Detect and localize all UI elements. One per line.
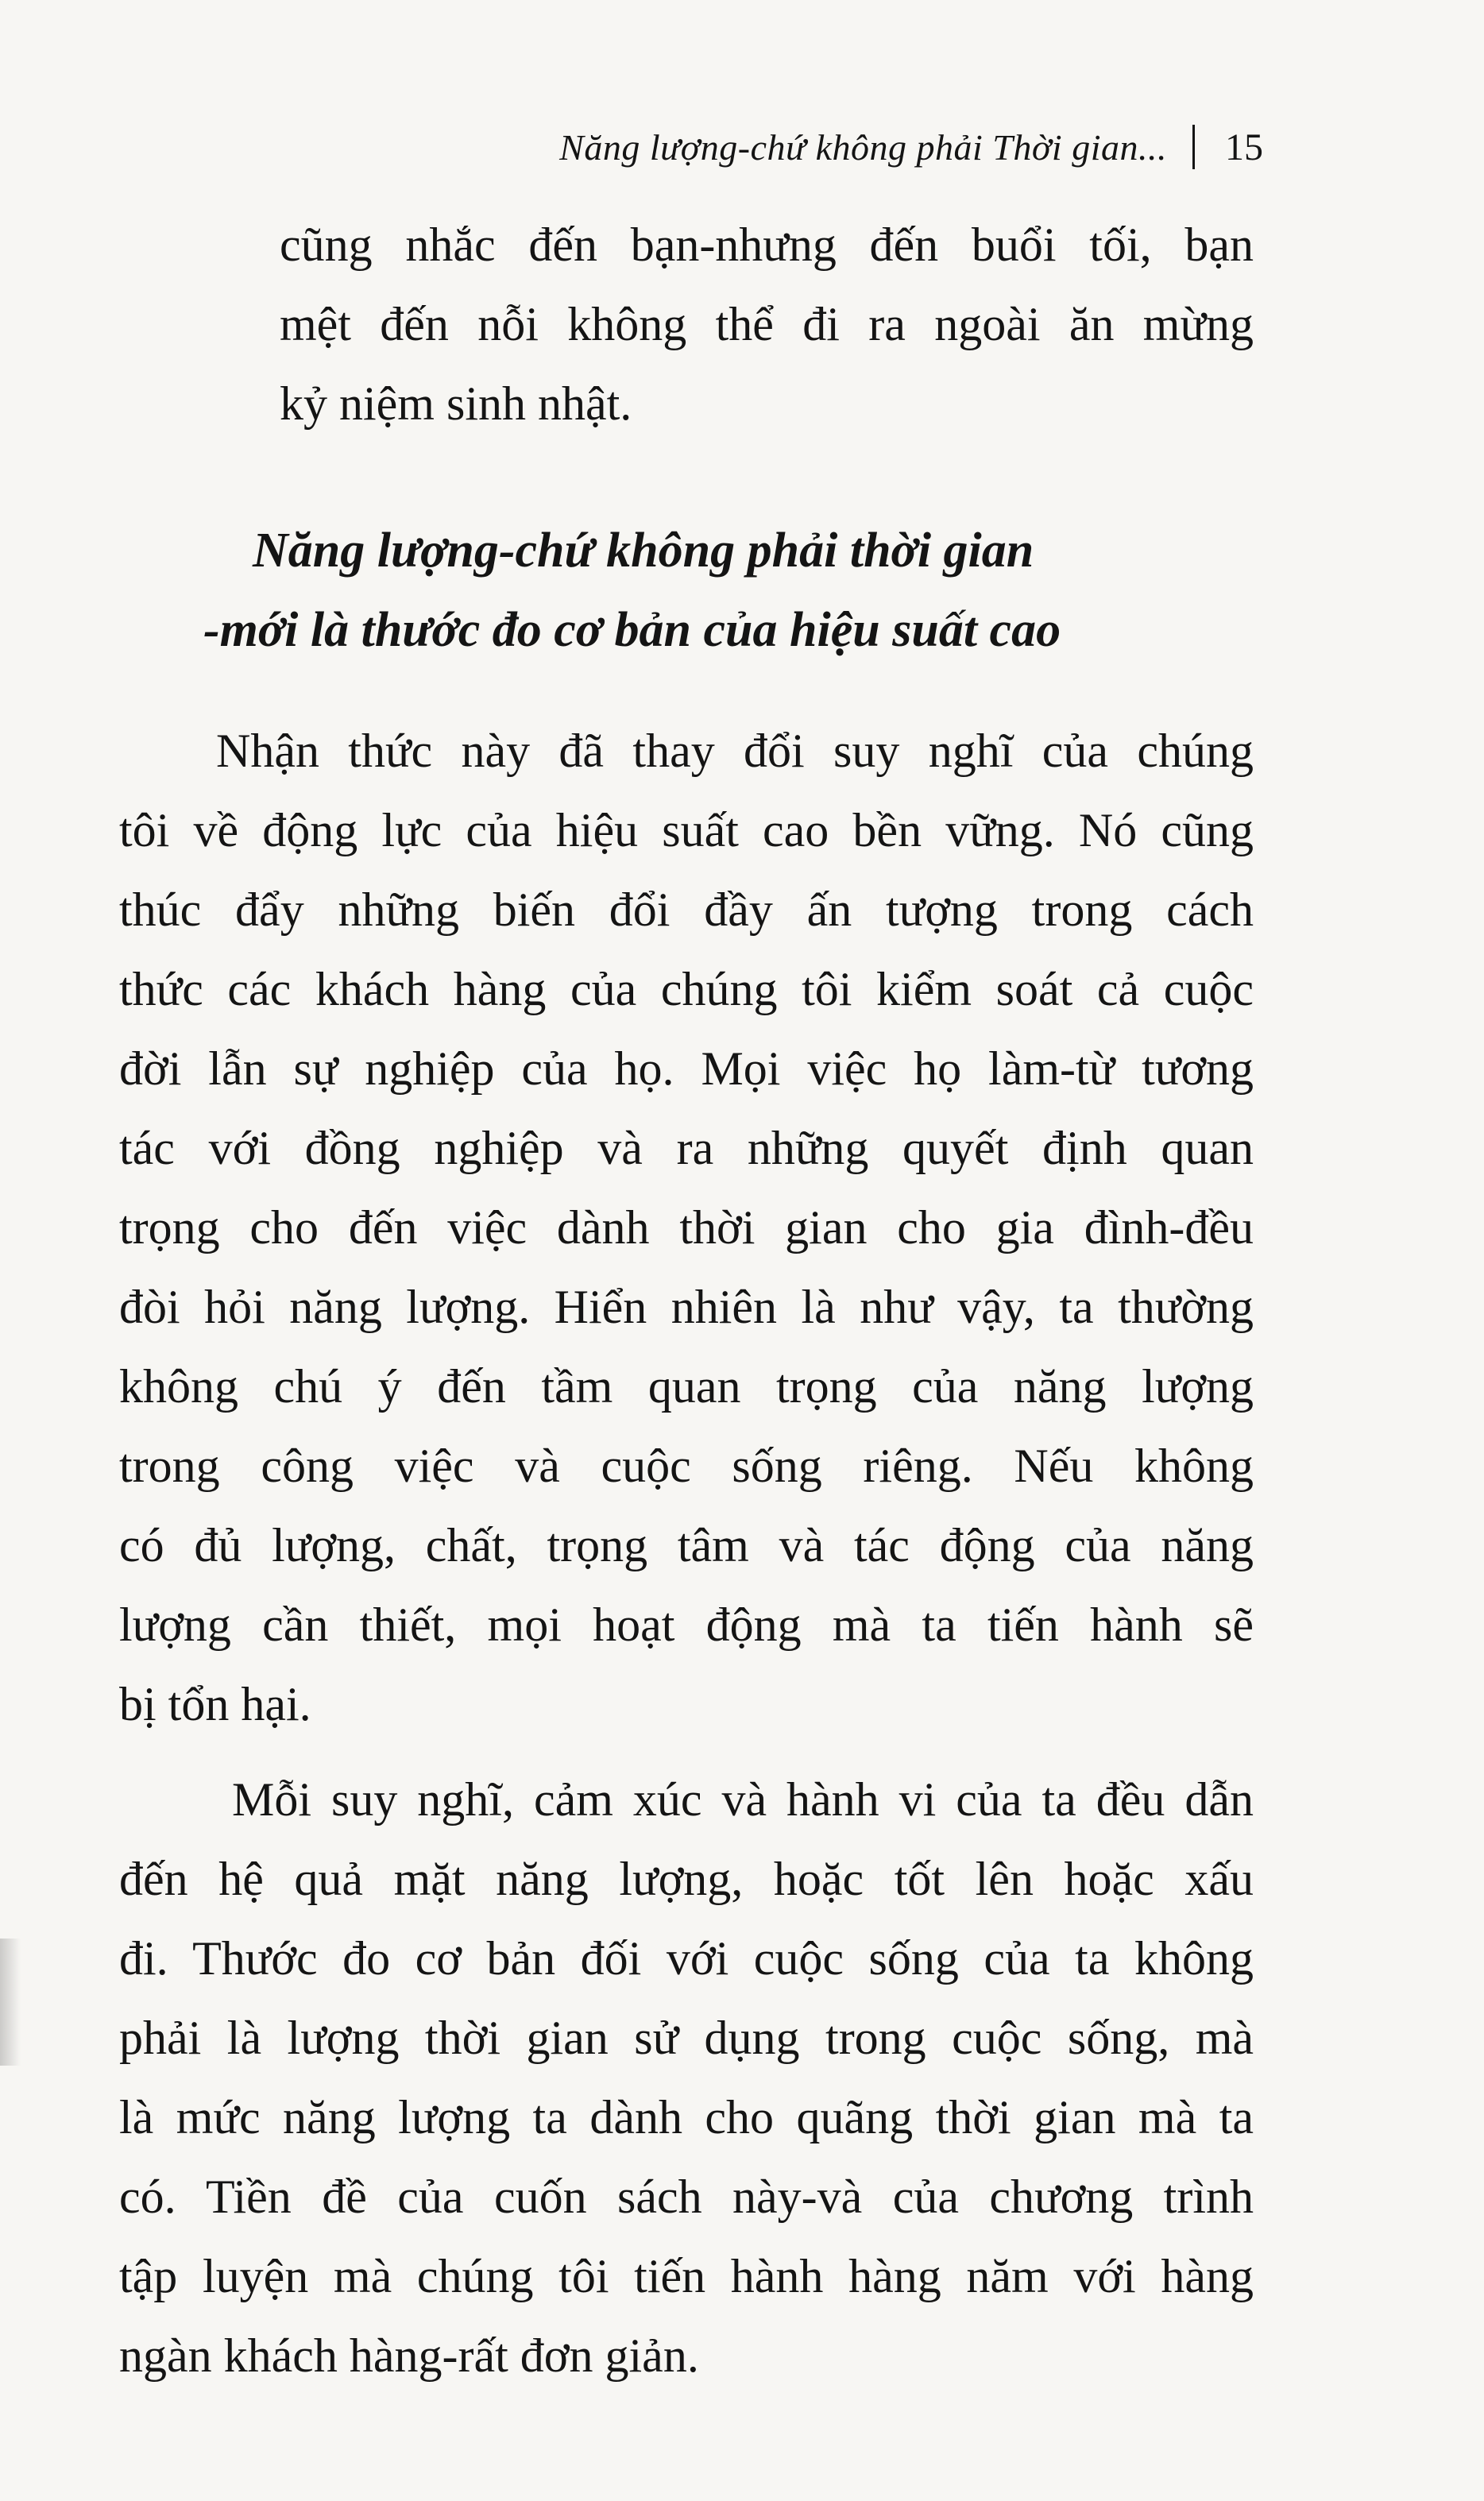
paragraph-line: đi. Thước đo cơ bản đối với cuộc sống của ta không <box>119 1932 1254 1985</box>
intro-line: cũng nhắc đến bạn-nhưng đến buổi tối, bạn <box>280 218 1254 271</box>
paragraph-line: không chú ý đến tầm quan trọng của năng lượng <box>119 1360 1254 1413</box>
paragraph-line: là mức năng lượng ta dành cho quãng thời gian mà ta <box>119 2091 1254 2143</box>
paragraph-line: trọng cho đến việc dành thời gian cho gia đình-đều <box>119 1201 1254 1254</box>
paragraph-line: phải là lượng thời gian sử dụng trong cuộc sống, mà <box>119 2012 1254 2064</box>
paragraph-line: tác với đồng nghiệp và ra những quyết định quan <box>119 1122 1254 1174</box>
paragraph-line: Nhận thức này đã thay đổi suy nghĩ của chúng <box>216 725 1254 777</box>
header-separator <box>1192 125 1195 169</box>
page-number: 15 <box>1225 126 1263 168</box>
paragraph-line: thúc đẩy những biến đổi đầy ấn tượng trong cách <box>119 883 1254 936</box>
paragraph-line: có đủ lượng, chất, trọng tâm và tác động của năng <box>119 1519 1254 1571</box>
paragraph-line: lượng cần thiết, mọi hoạt động mà ta tiến hành sẽ <box>119 1598 1254 1651</box>
intro-line: kỷ niệm sinh nhật. <box>280 377 632 430</box>
paragraph-line: đến hệ quả mặt năng lượng, hoặc tốt lên hoặc xấu <box>119 1853 1254 1905</box>
paragraph-line: tập luyện mà chúng tôi tiến hành hàng năm với hàng <box>119 2250 1254 2302</box>
paragraph-line: đòi hỏi năng lượng. Hiển nhiên là như vậy, ta thường <box>119 1281 1254 1333</box>
intro-line: mệt đến nỗi không thể đi ra ngoài ăn mừng <box>280 298 1254 350</box>
paragraph-line: thức các khách hàng của chúng tôi kiểm soát cả cuộc <box>119 963 1254 1015</box>
section-heading-line: Năng lượng-chứ không phải thời gian <box>253 524 1034 578</box>
paragraph-line: ngàn khách hàng-rất đơn giản. <box>119 2329 699 2382</box>
paragraph-line: bị tổn hại. <box>119 1678 311 1730</box>
paragraph-line: trong công việc và cuộc sống riêng. Nếu không <box>119 1440 1254 1492</box>
section-heading-line: -mới là thước đo cơ bản của hiệu suất cao <box>203 603 1061 657</box>
running-header <box>381 111 1263 183</box>
paragraph-line: Mỗi suy nghĩ, cảm xúc và hành vi của ta đều dẫn <box>232 1773 1254 1826</box>
page-edge-shadow <box>0 1939 21 2066</box>
paragraph-line: có. Tiền đề của cuốn sách này-và của chương trình <box>119 2170 1254 2223</box>
running-title: Năng lượng-chứ không phải Thời gian... <box>559 126 1167 168</box>
paragraph-line: tôi về động lực của hiệu suất cao bền vững. Nó cũng <box>119 804 1254 856</box>
paragraph-line: đời lẫn sự nghiệp của họ. Mọi việc họ làm-từ tương <box>119 1042 1254 1095</box>
